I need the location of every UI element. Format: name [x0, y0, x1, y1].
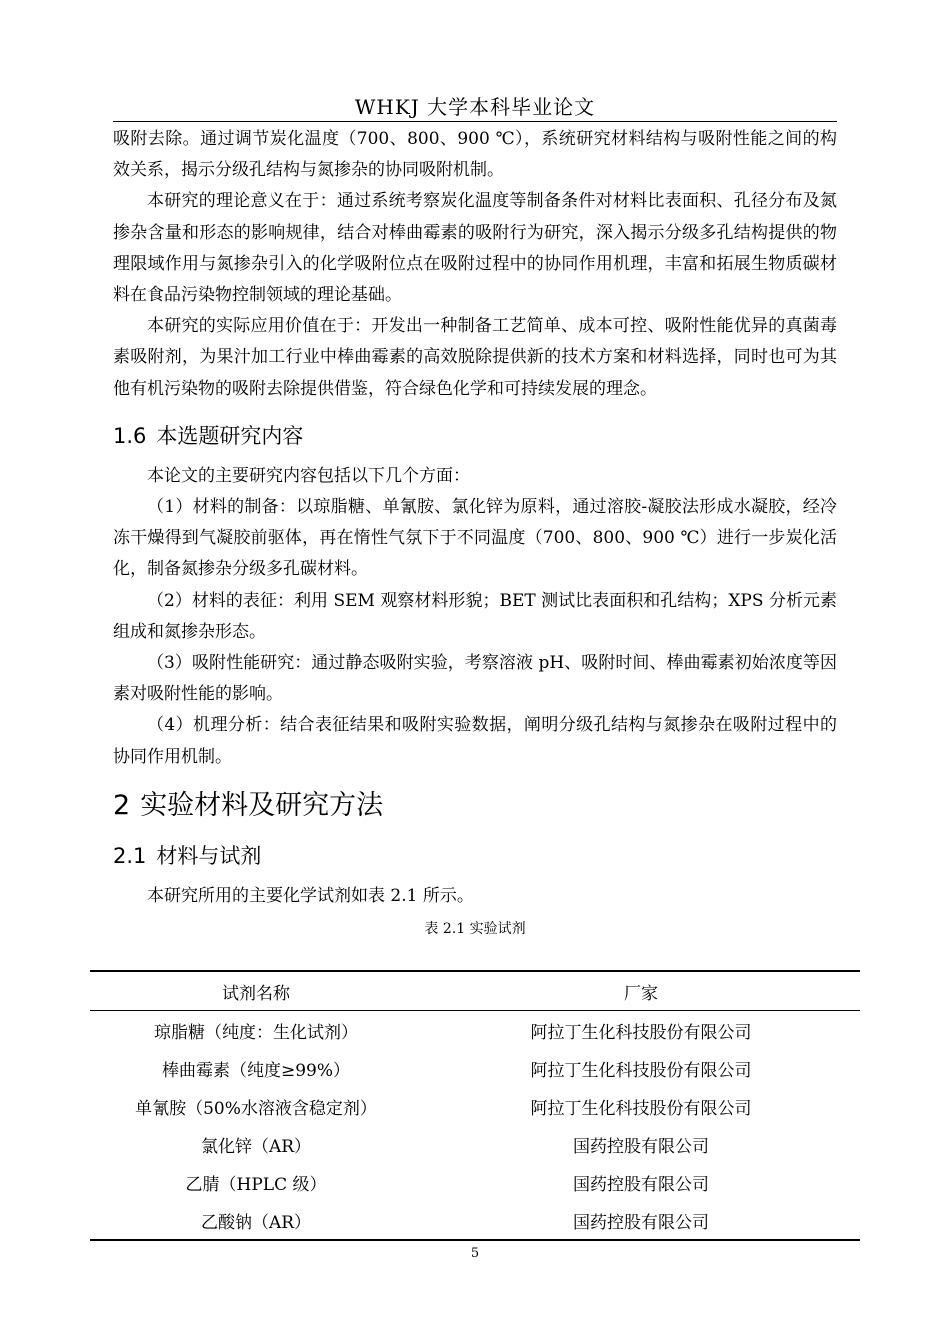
section-title: 本选题研究内容 — [156, 423, 304, 448]
body-paragraph: 吸附去除。通过调节炭化温度（700、800、900 ℃），系统研究材料结构与吸附性能之间的构效关系，揭示分级孔结构与氮掺杂的协同吸附机制。 — [113, 129, 837, 181]
page-content — [113, 124, 837, 940]
reagent-manufacturer: 国药控股有限公司 — [573, 1136, 709, 1157]
body-paragraph: 本研究的理论意义在于：通过系统考察炭化温度等制备条件对材料比表面积、孔径分布及氮掺杂含量和形态的影响规律，结合对棒曲霉素的吸附行为研究，深入揭示分级多孔结构提供的物理限域作用与氮掺杂引入的化学吸附位点在吸附过程中的协同作用机理，丰富和拓展生物质碳材料在食品污染物控制领域的理论基础。 — [113, 191, 837, 306]
header-rule — [113, 121, 837, 122]
chapter-title: 实验材料及研究方法 — [140, 789, 384, 821]
reagent-manufacturer: 国药控股有限公司 — [573, 1174, 709, 1195]
reagent-name: 琼脂糖（纯度：生化试剂） — [154, 1022, 358, 1043]
table-row — [90, 1049, 860, 1087]
reagent-manufacturer: 阿拉丁生化科技股份有限公司 — [530, 1022, 752, 1043]
reagent-manufacturer: 阿拉丁生化科技股份有限公司 — [530, 1098, 752, 1119]
body-paragraph: 本论文的主要研究内容包括以下几个方面： — [147, 465, 470, 486]
table-row — [90, 1087, 860, 1125]
page-number: 5 — [470, 1246, 480, 1261]
reagent-manufacturer: 国药控股有限公司 — [422, 1201, 860, 1240]
body-paragraph: 本研究的实际应用价值在于：开发出一种制备工艺简单、成本可控、吸附性能优异的真菌毒素吸附剂，为果汁加工行业中棒曲霉素的高效脱除提供新的技术方案和材料选择，同时也可为其他有机污染物的吸附去除提供借鉴，符合绿色化学和可持续发展的理念。 — [113, 316, 837, 399]
body-paragraph: 本研究所用的主要化学试剂如表 2.1 所示。 — [147, 885, 474, 906]
reagent-name: 氯化锌（AR） — [200, 1136, 312, 1157]
section-number: 1.6 — [113, 423, 147, 448]
table-row — [90, 1163, 860, 1201]
reagents-table — [90, 970, 860, 1241]
section-heading-2-1 — [113, 841, 837, 871]
list-item: （4）机理分析：结合表征结果和吸附实验数据，阐明分级孔结构与氮掺杂在吸附过程中的协同作用机制。 — [113, 715, 837, 767]
table-row — [90, 1201, 860, 1240]
reagent-name: 乙腈（HPLC 级） — [185, 1174, 327, 1195]
section-title: 材料与试剂 — [156, 843, 262, 868]
running-header: WHKJ 大学本科毕业论文 — [354, 95, 596, 119]
section-number: 2.1 — [113, 843, 147, 868]
reagent-manufacturer: 阿拉丁生化科技股份有限公司 — [530, 1060, 752, 1081]
reagent-name: 单氰胺（50%水溶液含稳定剂） — [135, 1098, 377, 1119]
list-item: （2）材料的表征：利用 SEM 观察材料形貌；BET 测试比表面积和孔结构；XPS 分析元素组成和氮掺杂形态。 — [113, 590, 837, 642]
chapter-number: 2 — [113, 789, 131, 821]
table-row — [90, 1125, 860, 1163]
column-header-manufacturer: 厂家 — [422, 971, 860, 1011]
table-header-row — [90, 971, 860, 1011]
list-item: （1）材料的制备：以琼脂糖、单氰胺、氯化锌为原料，通过溶胶-凝胶法形成水凝胶，经冷冻干燥得到气凝胶前驱体，再在惰性气氛下于不同温度（700、800、900 ℃）进行一步炭化活化，制备氮掺杂分级多孔碳材料。 — [113, 497, 837, 580]
table-caption: 表 2.1 实验试剂 — [424, 921, 526, 938]
column-header-name: 试剂名称 — [90, 971, 422, 1011]
reagent-name: 乙酸钠（AR） — [90, 1201, 422, 1240]
section-heading-1-6 — [113, 421, 837, 451]
list-item: （3）吸附性能研究：通过静态吸附实验，考察溶液 pH、吸附时间、棒曲霉素初始浓度等因素对吸附性能的影响。 — [113, 653, 837, 705]
chapter-heading-2 — [113, 787, 837, 825]
reagent-name: 棒曲霉素（纯度≥99%） — [161, 1060, 351, 1081]
table-row — [90, 1011, 860, 1050]
